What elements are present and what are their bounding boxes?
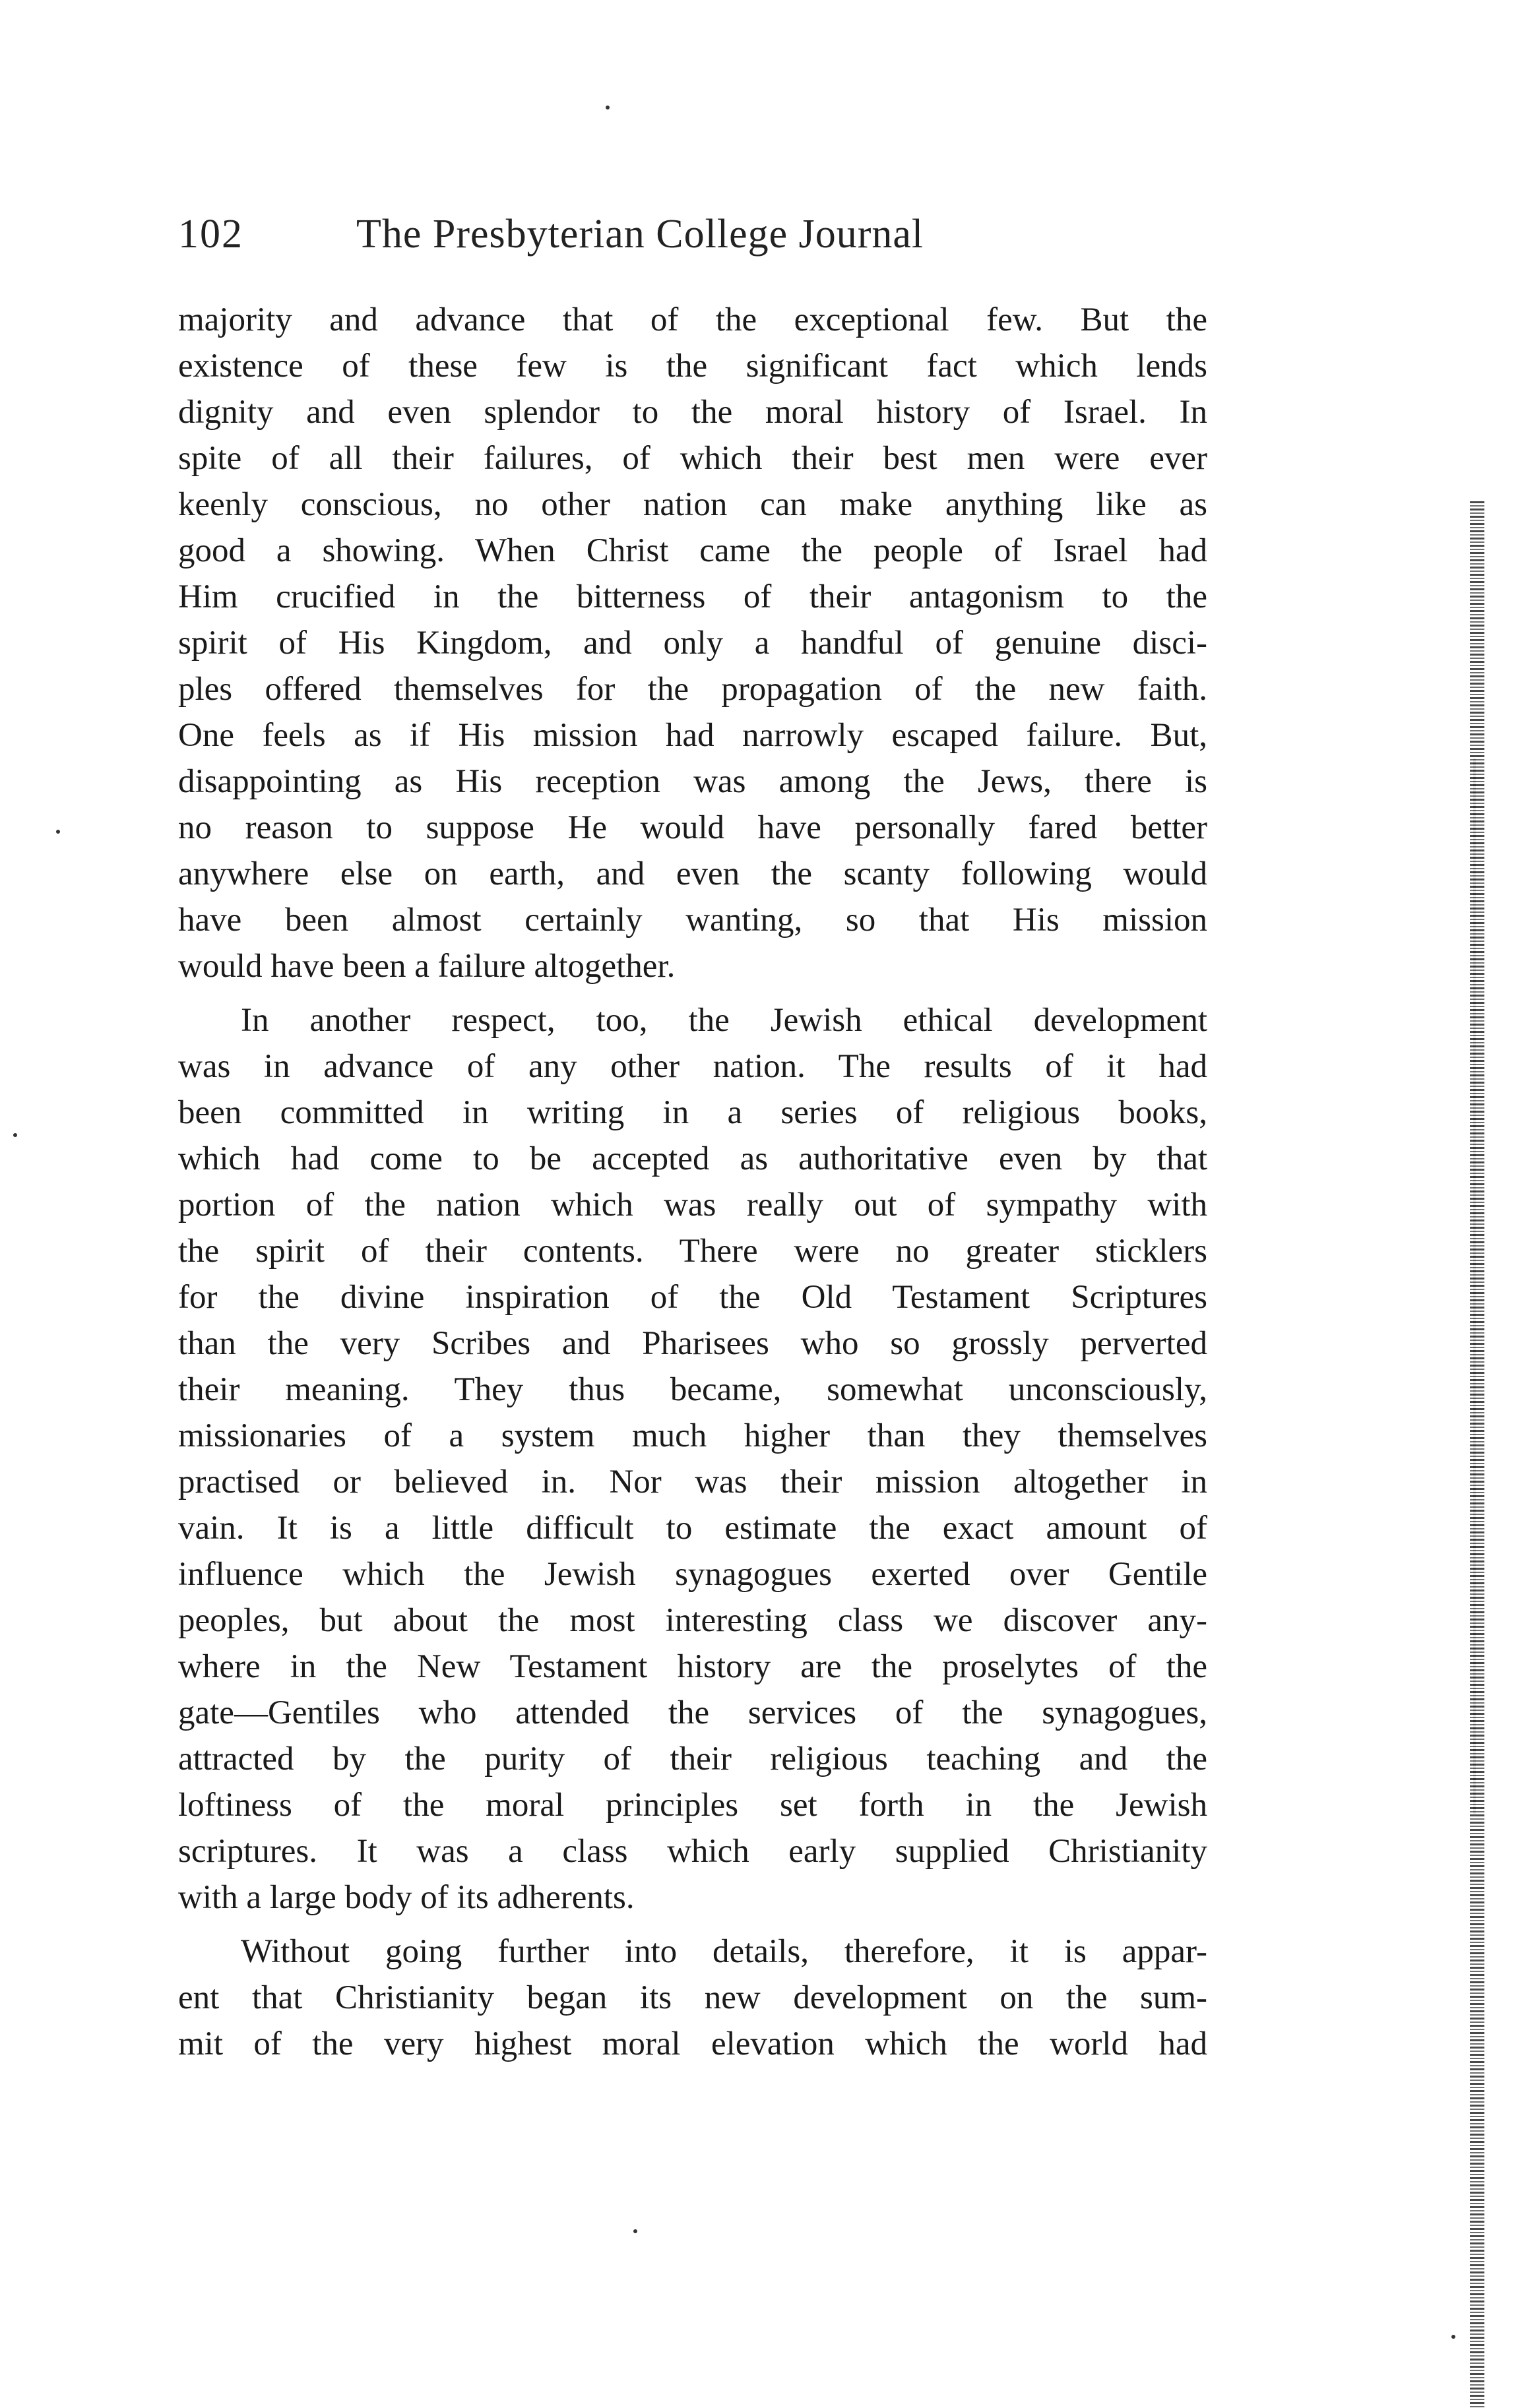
- text-line: good a showing. When Christ came the people of Israel had: [178, 532, 1207, 569]
- text-line: majority and advance that of the exceptional few. But the: [178, 301, 1207, 338]
- text-line: anywhere else on earth, and even the scanty following would: [178, 855, 1207, 892]
- text-line: keenly conscious, no other nation can make anything like as: [178, 486, 1207, 523]
- text-line: missionaries of a system much higher than they themselves: [178, 1417, 1207, 1454]
- text-line: ples offered themselves for the propagation of the new faith.: [178, 671, 1207, 708]
- text-line: their meaning. They thus became, somewhat unconsciously,: [178, 1371, 1207, 1408]
- text-line: which had come to be accepted as authoritative even by that: [178, 1140, 1207, 1177]
- text-line: than the very Scribes and Pharisees who so grossly perverted: [178, 1325, 1207, 1362]
- text-line: practised or believed in. Nor was their mission altogether in: [178, 1464, 1207, 1500]
- text-line: where in the New Testament history are the proselytes of the: [178, 1648, 1207, 1685]
- text-line: One feels as if His mission had narrowly escaped failure. But,: [178, 717, 1207, 754]
- text-line: would have been a failure altogether.: [178, 948, 676, 985]
- text-line: mit of the very highest moral elevation which the world had: [178, 2025, 1207, 2062]
- text-line: have been almost certainly wanting, so that His mission: [178, 902, 1207, 939]
- paragraph-gap: [178, 989, 1207, 997]
- scan-speck: [56, 830, 60, 834]
- text-line: attracted by the purity of their religious teaching and the: [178, 1741, 1207, 1777]
- text-line: the spirit of their contents. There were no greater sticklers: [178, 1233, 1207, 1270]
- journal-title: The Presbyterian College Journal: [356, 212, 924, 257]
- scan-binding-edge: [1470, 501, 1484, 2408]
- page-number: 102: [178, 212, 243, 257]
- scan-speck: [1451, 2335, 1455, 2339]
- text-line: dignity and even splendor to the moral history of Israel. In: [178, 394, 1207, 431]
- text-line: scriptures. It was a class which early supplied Christianity: [178, 1833, 1207, 1870]
- paragraph-gap: [178, 1921, 1207, 1929]
- text-line: been committed in writing in a series of religious books,: [178, 1094, 1207, 1131]
- body-text: [178, 297, 1207, 2067]
- text-line: Without going further into details, therefore, it is appar-: [241, 1933, 1207, 1970]
- text-line: with a large body of its adherents.: [178, 1879, 635, 1916]
- text-line: spite of all their failures, of which their best men were ever: [178, 440, 1207, 477]
- scan-speck: [606, 106, 610, 109]
- text-line: Him crucified in the bitterness of their antagonism to the: [178, 578, 1207, 615]
- text-line: for the divine inspiration of the Old Testament Scriptures: [178, 1279, 1207, 1316]
- text-line: ent that Christianity began its new development on the sum-: [178, 1979, 1207, 2016]
- text-line: spirit of His Kingdom, and only a handful of genuine disci-: [178, 625, 1207, 662]
- text-line: In another respect, too, the Jewish ethical development: [241, 1002, 1207, 1039]
- text-line: was in advance of any other nation. The results of it had: [178, 1048, 1207, 1085]
- text-line: portion of the nation which was really out of sympathy with: [178, 1187, 1207, 1223]
- text-line: influence which the Jewish synagogues exerted over Gentile: [178, 1556, 1207, 1593]
- text-line: vain. It is a little difficult to estimate the exact amount of: [178, 1510, 1207, 1547]
- text-line: gate—Gentiles who attended the services of the synagogues,: [178, 1694, 1207, 1731]
- text-line: no reason to suppose He would have personally fared better: [178, 809, 1207, 846]
- text-line: loftiness of the moral principles set forth in the Jewish: [178, 1787, 1207, 1824]
- running-head: [178, 204, 1207, 264]
- scan-speck: [13, 1133, 17, 1137]
- text-line: peoples, but about the most interesting class we discover any-: [178, 1602, 1207, 1639]
- text-line: existence of these few is the significant fact which lends: [178, 348, 1207, 385]
- text-line: disappointing as His reception was among the Jews, there is: [178, 763, 1207, 800]
- scan-speck: [633, 2229, 637, 2233]
